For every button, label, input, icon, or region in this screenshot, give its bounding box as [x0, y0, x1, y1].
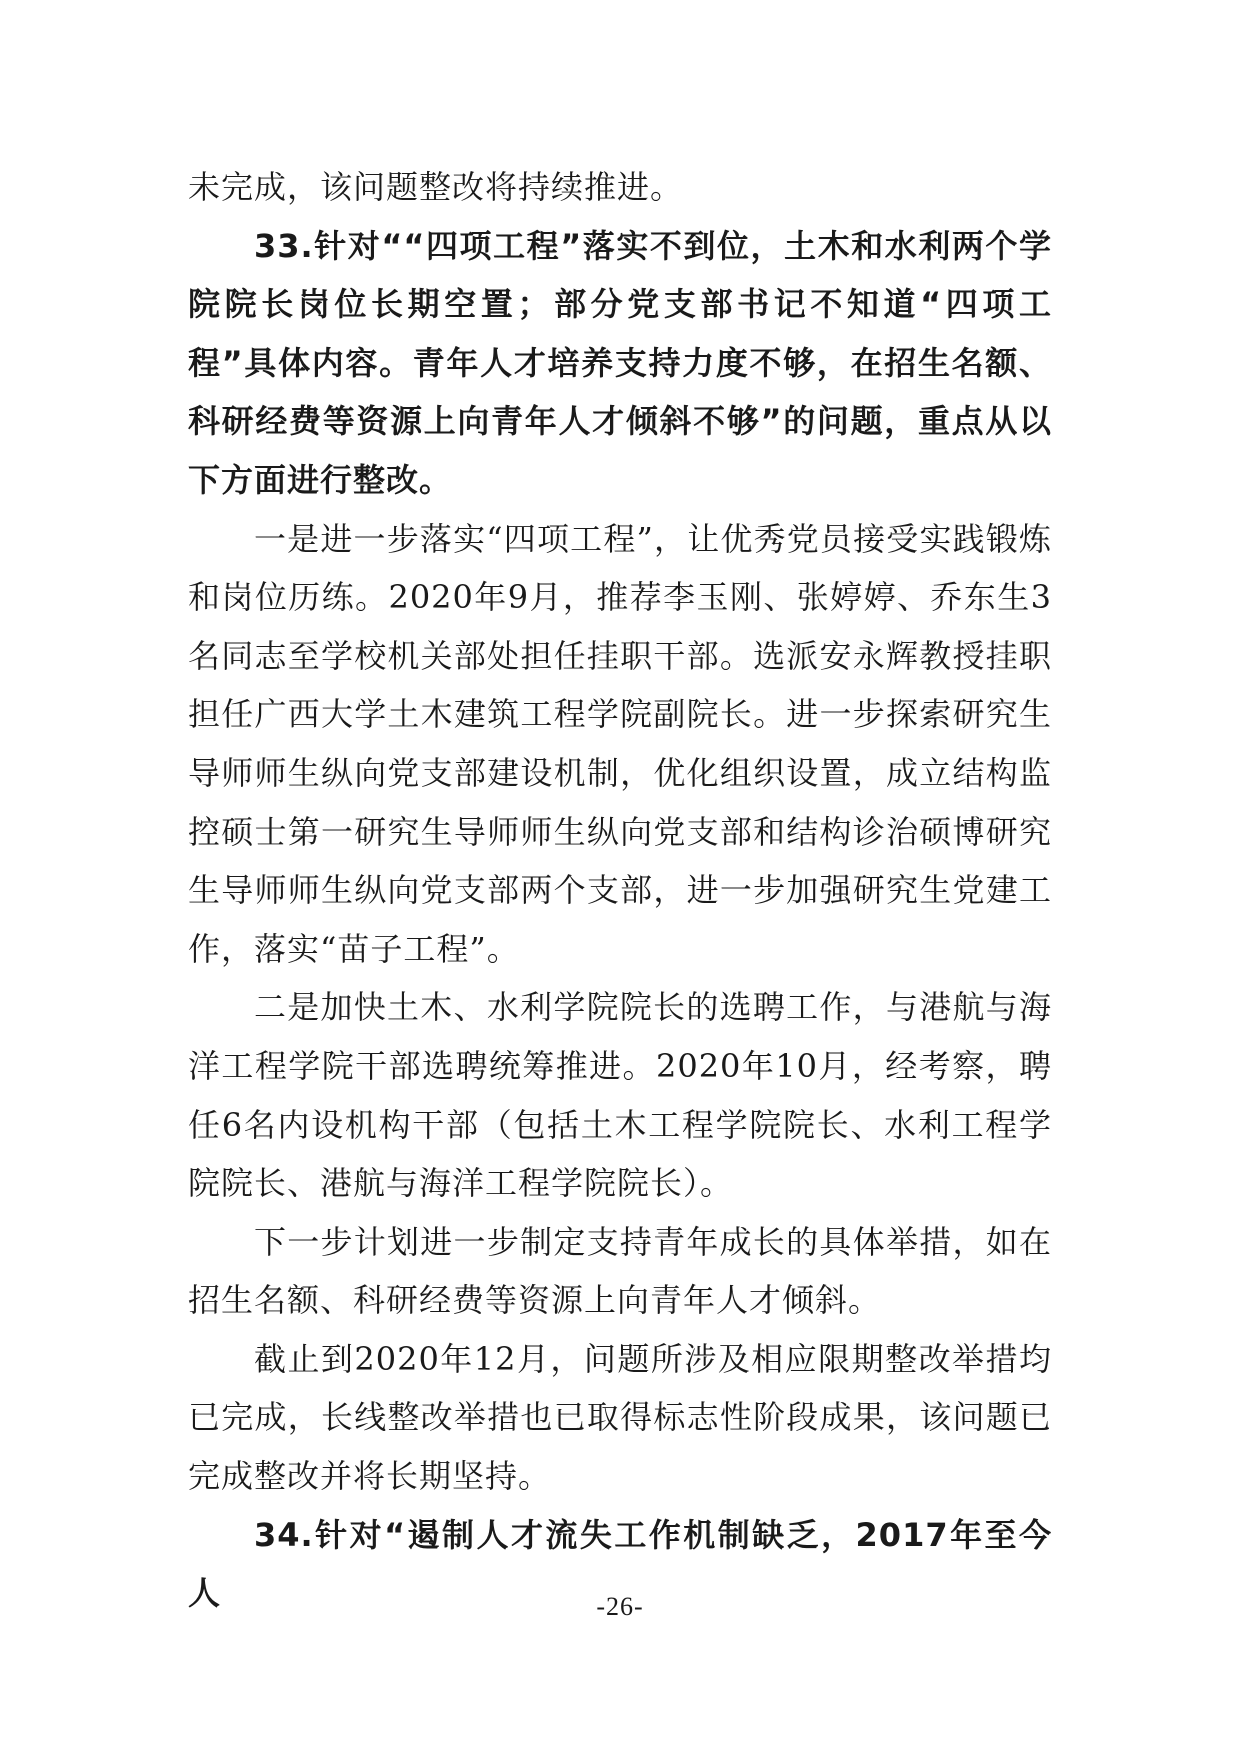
paragraph-next-step: 下一步计划进一步制定支持青年成长的具体举措，如在招生名额、科研经费等资源上向青年人才倾斜。	[188, 1222, 1052, 1320]
page-number: -26-	[596, 1592, 644, 1621]
section-heading-34: 34.针对“遏制人才流失工作机制缺乏，2017年至今人	[188, 1515, 1052, 1613]
paragraph-measure-one: 一是进一步落实“四项工程”，让优秀党员接受实践锻炼和岗位历练。2020年9月，推荐李玉刚、张婷婷、乔东生3名同志至学校机关部处担任挂职干部。选派安永辉教授挂职担任广西大学土木建筑工程学院副院长。进一步探索研究生导师师生纵向党支部建设机制，优化组织设置，成立结构监控硕士第一研究生导师师生纵向党支部和结构诊治硕博研究生导师师生纵向党支部两个支部，进一步加强研究生党建工作，落实“苗子工程”。	[188, 519, 1052, 968]
paragraph-status: 截止到2020年12月，问题所涉及相应限期整改举措均已完成，长线整改举措也已取得标志性阶段成果，该问题已完成整改并将长期坚持。	[188, 1339, 1052, 1496]
section-heading-33: 33.针对““四项工程”落实不到位，土木和水利两个学院院长岗位长期空置；部分党支部书记不知道“四项工程”具体内容。青年人才培养支持力度不够，在招生名额、科研经费等资源上向青年人才倾斜不够”的问题，重点从以下方面进行整改。	[188, 226, 1052, 499]
document-body	[188, 158, 1052, 1623]
paragraph-continuation: 未完成，该问题整改将持续推进。	[188, 168, 684, 206]
paragraph-measure-two: 二是加快土木、水利学院院长的选聘工作，与港航与海洋工程学院干部选聘统筹推进。2020年10月，经考察，聘任6名内设机构干部（包括土木工程学院院长、水利工程学院院长、港航与海洋工程学院院长）。	[188, 988, 1052, 1203]
